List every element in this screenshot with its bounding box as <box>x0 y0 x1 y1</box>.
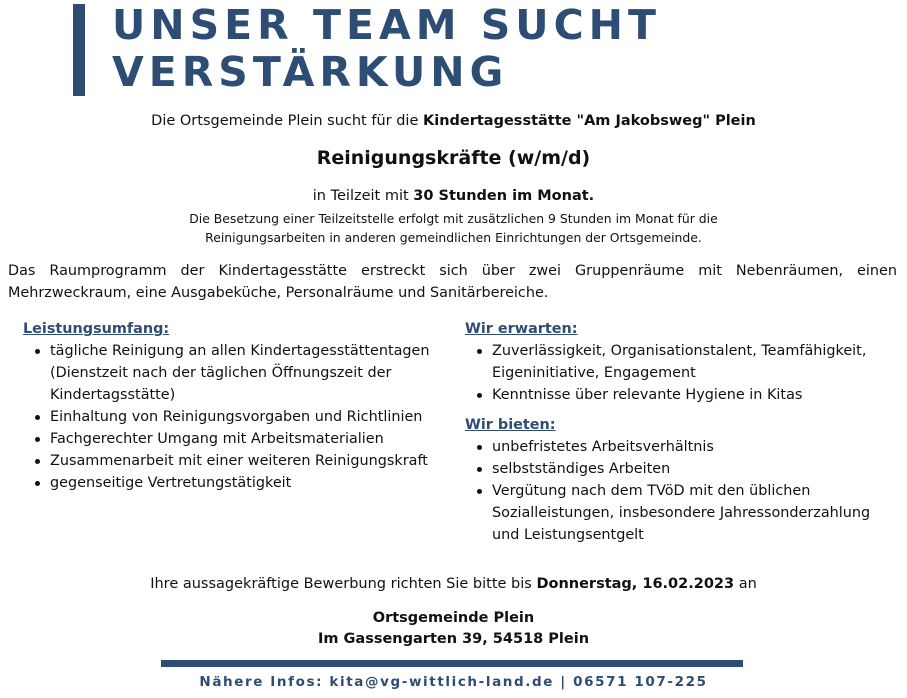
headline-line-1: UNSER TEAM SUCHT <box>112 1 661 49</box>
position-note <box>0 209 907 247</box>
application-deadline <box>0 576 907 592</box>
deadline-suffix: an <box>734 576 757 592</box>
leistungsumfang-section <box>23 318 433 502</box>
wir-erwarten-list <box>465 340 885 406</box>
leistungsumfang-list <box>23 340 433 494</box>
header-accent-bar <box>73 4 85 96</box>
hours-amount: 30 Stunden im Monat. <box>413 188 595 204</box>
address-name: Ortsgemeinde Plein <box>372 610 535 626</box>
headline-line-2: VERSTÄRKUNG <box>112 48 509 96</box>
list-item: Zuverlässigkeit, Organisationstalent, Teamfähigkeit, Eigeninitiative, Engagement <box>492 340 885 384</box>
footer-divider <box>161 660 743 667</box>
hours-text <box>0 188 907 204</box>
intro-text <box>0 113 907 129</box>
right-column <box>465 318 885 554</box>
wir-bieten-title: Wir bieten: <box>465 417 556 433</box>
list-item: Zusammenarbeit mit einer weiteren Reinigungskraft <box>50 450 433 472</box>
list-item: selbstständiges Arbeiten <box>492 458 885 480</box>
facility-description: Das Raumprogramm der Kindertagesstätte erstreckt sich über zwei Gruppenräume mit Nebenräumen, einen Mehrzweckraum, eine Ausgabeküche, Personalräume und Sanitärbereiche. <box>8 263 897 301</box>
list-item: unbefristetes Arbeitsverhältnis <box>492 436 885 458</box>
list-item: Fachgerechter Umgang mit Arbeitsmaterialien <box>50 428 433 450</box>
hours-prefix: in Teilzeit mit <box>312 188 414 204</box>
contact-footer: Nähere Infos: kita@vg-wittlich-land.de | 06571 107-225 <box>199 674 708 690</box>
job-title: Reinigungskräfte (w/m/d) <box>316 147 591 169</box>
deadline-date: Donnerstag, 16.02.2023 <box>536 576 735 592</box>
leistungsumfang-title: Leistungsumfang: <box>23 321 170 337</box>
deadline-prefix: Ihre aussagekräftige Bewerbung richten Sie bitte bis <box>150 576 537 592</box>
list-item: Kenntnisse über relevante Hygiene in Kitas <box>492 384 885 406</box>
intro-prefix: Die Ortsgemeinde Plein sucht für die <box>151 113 423 129</box>
postal-address <box>0 608 907 650</box>
list-item: Einhaltung von Reinigungsvorgaben und Richtlinien <box>50 406 433 428</box>
list-item: tägliche Reinigung an allen Kindertagesstättentagen (Dienstzeit nach der täglichen Öffnungszeit der Kindertagsstätte) <box>50 340 433 406</box>
address-street: Im Gassengarten 39, 54518 Plein <box>317 631 590 647</box>
wir-erwarten-title: Wir erwarten: <box>465 321 578 337</box>
headline <box>112 2 661 96</box>
facility-name: Kindertagesstätte "Am Jakobsweg" Plein <box>422 113 756 129</box>
wir-bieten-list <box>465 436 885 546</box>
list-item: Vergütung nach dem TVöD mit den üblichen Sozialleistungen, insbesondere Jahressonderzahlung und Leistungsentgelt <box>492 480 885 546</box>
list-item: gegenseitige Vertretungstätigkeit <box>50 472 433 494</box>
note-line-1: Die Besetzung einer Teilzeitstelle erfolgt mit zusätzlichen 9 Stunden im Monat für die <box>189 211 718 226</box>
note-line-2: Reinigungsarbeiten in anderen gemeindlichen Einrichtungen der Ortsgemeinde. <box>205 230 702 245</box>
